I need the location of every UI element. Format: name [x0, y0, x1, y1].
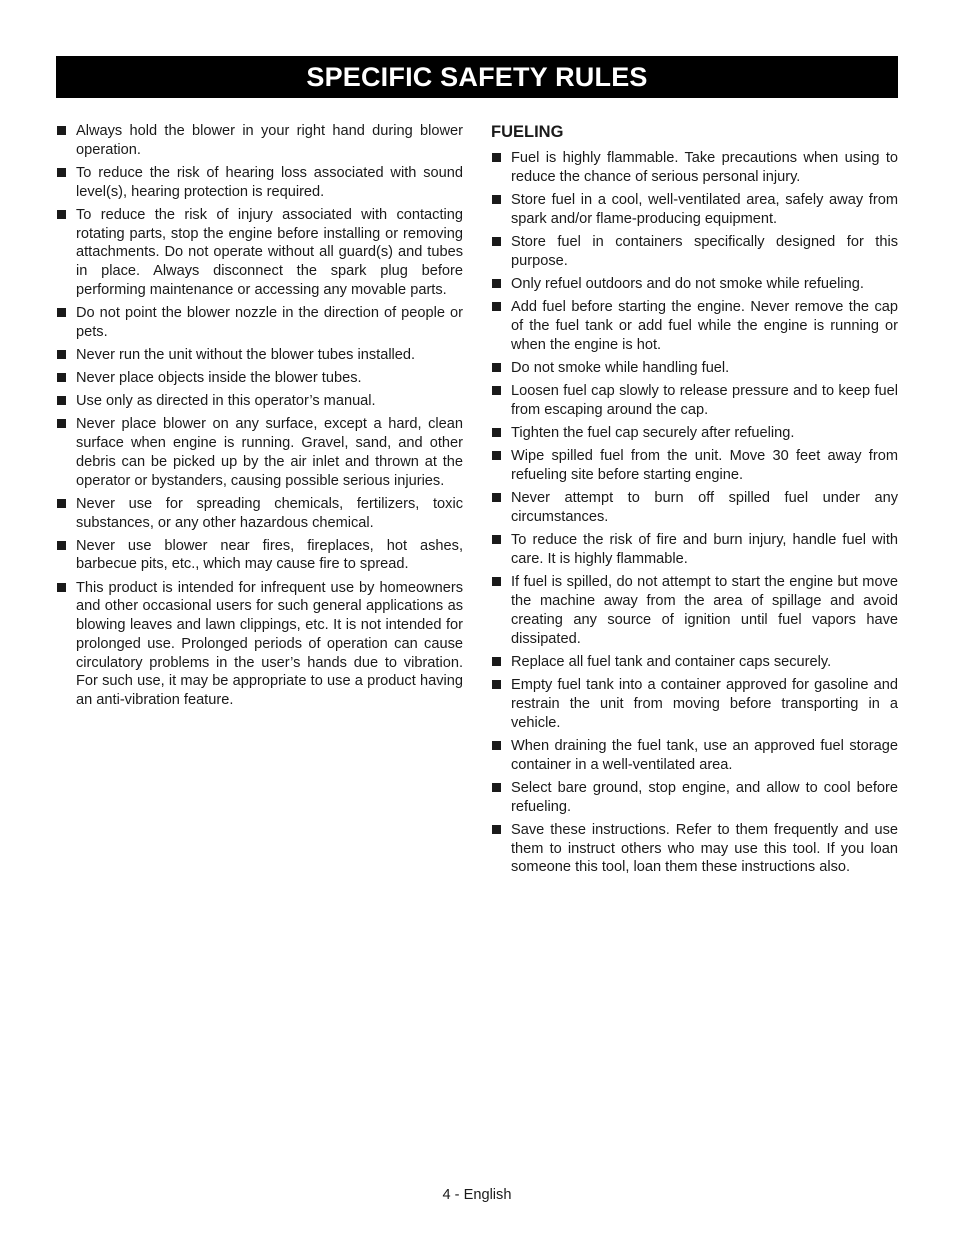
square-bullet-icon [57, 396, 66, 405]
list-item [56, 304, 463, 342]
square-bullet-icon [492, 741, 501, 750]
square-bullet-icon [57, 373, 66, 382]
square-bullet-icon [492, 680, 501, 689]
list-item [56, 206, 463, 300]
square-bullet-icon [57, 308, 66, 317]
square-bullet-icon [492, 577, 501, 586]
rule-text: To reduce the risk of fire and burn injury, handle fuel with care. It is highly flammable. [511, 532, 898, 568]
list-item [56, 369, 463, 388]
rule-text: Tighten the fuel cap securely after refueling. [511, 425, 795, 442]
square-bullet-icon [57, 419, 66, 428]
right-column [491, 122, 898, 882]
rule-text: Never run the unit without the blower tubes installed. [76, 346, 416, 363]
rule-text: Only refuel outdoors and do not smoke while refueling. [511, 275, 864, 292]
list-item [491, 779, 898, 817]
list-item [491, 275, 898, 294]
page-title: SPECIFIC SAFETY RULES [306, 61, 648, 92]
square-bullet-icon [492, 237, 501, 246]
rule-text: Store fuel in a cool, well-ventilated area, safely away from spark and/or flame-producing equipment. [511, 191, 898, 227]
rule-text: Save these instructions. Refer to them frequently and use them to instruct others who may use this tool. If you loan someone this tool, loan them these instructions also. [511, 821, 898, 876]
square-bullet-icon [57, 499, 66, 508]
rule-text: Fuel is highly flammable. Take precautions when using to reduce the chance of serious personal injury. [511, 150, 898, 185]
square-bullet-icon [57, 583, 66, 592]
square-bullet-icon [57, 168, 66, 177]
rule-text: Never attempt to burn off spilled fuel under any circumstances. [511, 490, 898, 526]
square-bullet-icon [492, 535, 501, 544]
page-footer: 4 - English [442, 1187, 512, 1203]
rule-text: Do not smoke while handling fuel. [511, 359, 730, 376]
square-bullet-icon [57, 350, 66, 359]
square-bullet-icon [492, 451, 501, 460]
list-item [491, 573, 898, 648]
rule-text: Never use blower near fires, fireplaces, hot ashes, barbecue pits, etc., which may cause fire to spread. [76, 537, 463, 573]
list-item [56, 392, 463, 411]
list-item [56, 579, 463, 711]
rule-text: Add fuel before starting the engine. Never remove the cap of the fuel tank or add fuel while the engine is running or when the engine is hot. [511, 299, 898, 353]
rule-text: Always hold the blower in your right hand during blower operation. [76, 123, 463, 158]
general-rules-list [56, 122, 463, 710]
square-bullet-icon [492, 493, 501, 502]
list-item [56, 537, 463, 575]
list-item [491, 382, 898, 420]
rule-text: When draining the fuel tank, use an approved fuel storage container in a well-ventilated area. [511, 737, 898, 773]
square-bullet-icon [492, 428, 501, 437]
rule-text: To reduce the risk of injury associated with contacting rotating parts, stop the engine before installing or removing attachments. Do not operate without all guard(s) and tubes in place. Always disconnect the spark plug before performing maintenance or accessing any movable parts. [76, 206, 463, 298]
list-item [491, 424, 898, 443]
square-bullet-icon [57, 541, 66, 550]
list-item [491, 359, 898, 378]
title-banner [56, 56, 898, 98]
square-bullet-icon [57, 126, 66, 135]
square-bullet-icon [492, 657, 501, 666]
rule-text: Never use for spreading chemicals, fertilizers, toxic substances, or any other hazardous chemical. [76, 495, 463, 531]
rule-text: To reduce the risk of hearing loss associated with sound level(s), hearing protection is required. [76, 164, 463, 200]
rule-text: If fuel is spilled, do not attempt to start the engine but move the machine away from the area of spillage and avoid creating any source of ignition until fuel vapors have dissipated. [511, 574, 898, 647]
list-item [491, 489, 898, 527]
rule-text: This product is intended for infrequent use by homeowners and other occasional users for such general applications as blowing leaves and lawn clippings, etc. It is not intended for prolonged use. Prolonged periods of operation can cause circulatory problems in the user’s hands due to vibration. For such use, it may be appropriate to use a product having an anti-vibration feature. [76, 579, 463, 709]
square-bullet-icon [492, 302, 501, 311]
rule-text: Never place blower on any surface, except a hard, clean surface when engine is running. Gravel, sand, and other debris can be picked up by the air inlet and thrown at the operator or bystanders, causing possible serious injuries. [76, 416, 463, 489]
list-item [56, 495, 463, 533]
rule-text: Do not point the blower nozzle in the direction of people or pets. [76, 305, 463, 340]
list-item [491, 821, 898, 877]
rule-text: Use only as directed in this operator’s manual. [76, 393, 376, 410]
square-bullet-icon [492, 195, 501, 204]
list-item [56, 346, 463, 365]
list-item [491, 447, 898, 485]
list-item [491, 298, 898, 354]
rule-text: Select bare ground, stop engine, and allow to cool before refueling. [511, 779, 898, 815]
list-item [491, 191, 898, 229]
square-bullet-icon [57, 210, 66, 219]
rule-text: Never place objects inside the blower tubes. [76, 370, 362, 387]
rule-text: Replace all fuel tank and container caps securely. [511, 653, 832, 670]
square-bullet-icon [492, 279, 501, 288]
square-bullet-icon [492, 825, 501, 834]
list-item [491, 233, 898, 271]
list-item [56, 122, 463, 160]
list-item [491, 653, 898, 672]
rule-text: Wipe spilled fuel from the unit. Move 30 feet away from refueling site before starting engine. [511, 448, 898, 484]
left-column [56, 122, 463, 714]
list-item [56, 164, 463, 202]
list-item [491, 676, 898, 732]
list-item [491, 737, 898, 775]
square-bullet-icon [492, 783, 501, 792]
list-item [56, 415, 463, 490]
fueling-heading: FUELING [491, 123, 564, 141]
fueling-rules-list [491, 149, 898, 877]
square-bullet-icon [492, 386, 501, 395]
rule-text: Empty fuel tank into a container approved for gasoline and restrain the unit from moving before transporting in a vehicle. [511, 677, 898, 731]
rule-text: Loosen fuel cap slowly to release pressure and to keep fuel from escaping around the cap. [511, 383, 898, 418]
square-bullet-icon [492, 363, 501, 372]
list-item [491, 149, 898, 187]
square-bullet-icon [492, 153, 501, 162]
rule-text: Store fuel in containers specifically designed for this purpose. [511, 233, 898, 269]
list-item [491, 531, 898, 569]
